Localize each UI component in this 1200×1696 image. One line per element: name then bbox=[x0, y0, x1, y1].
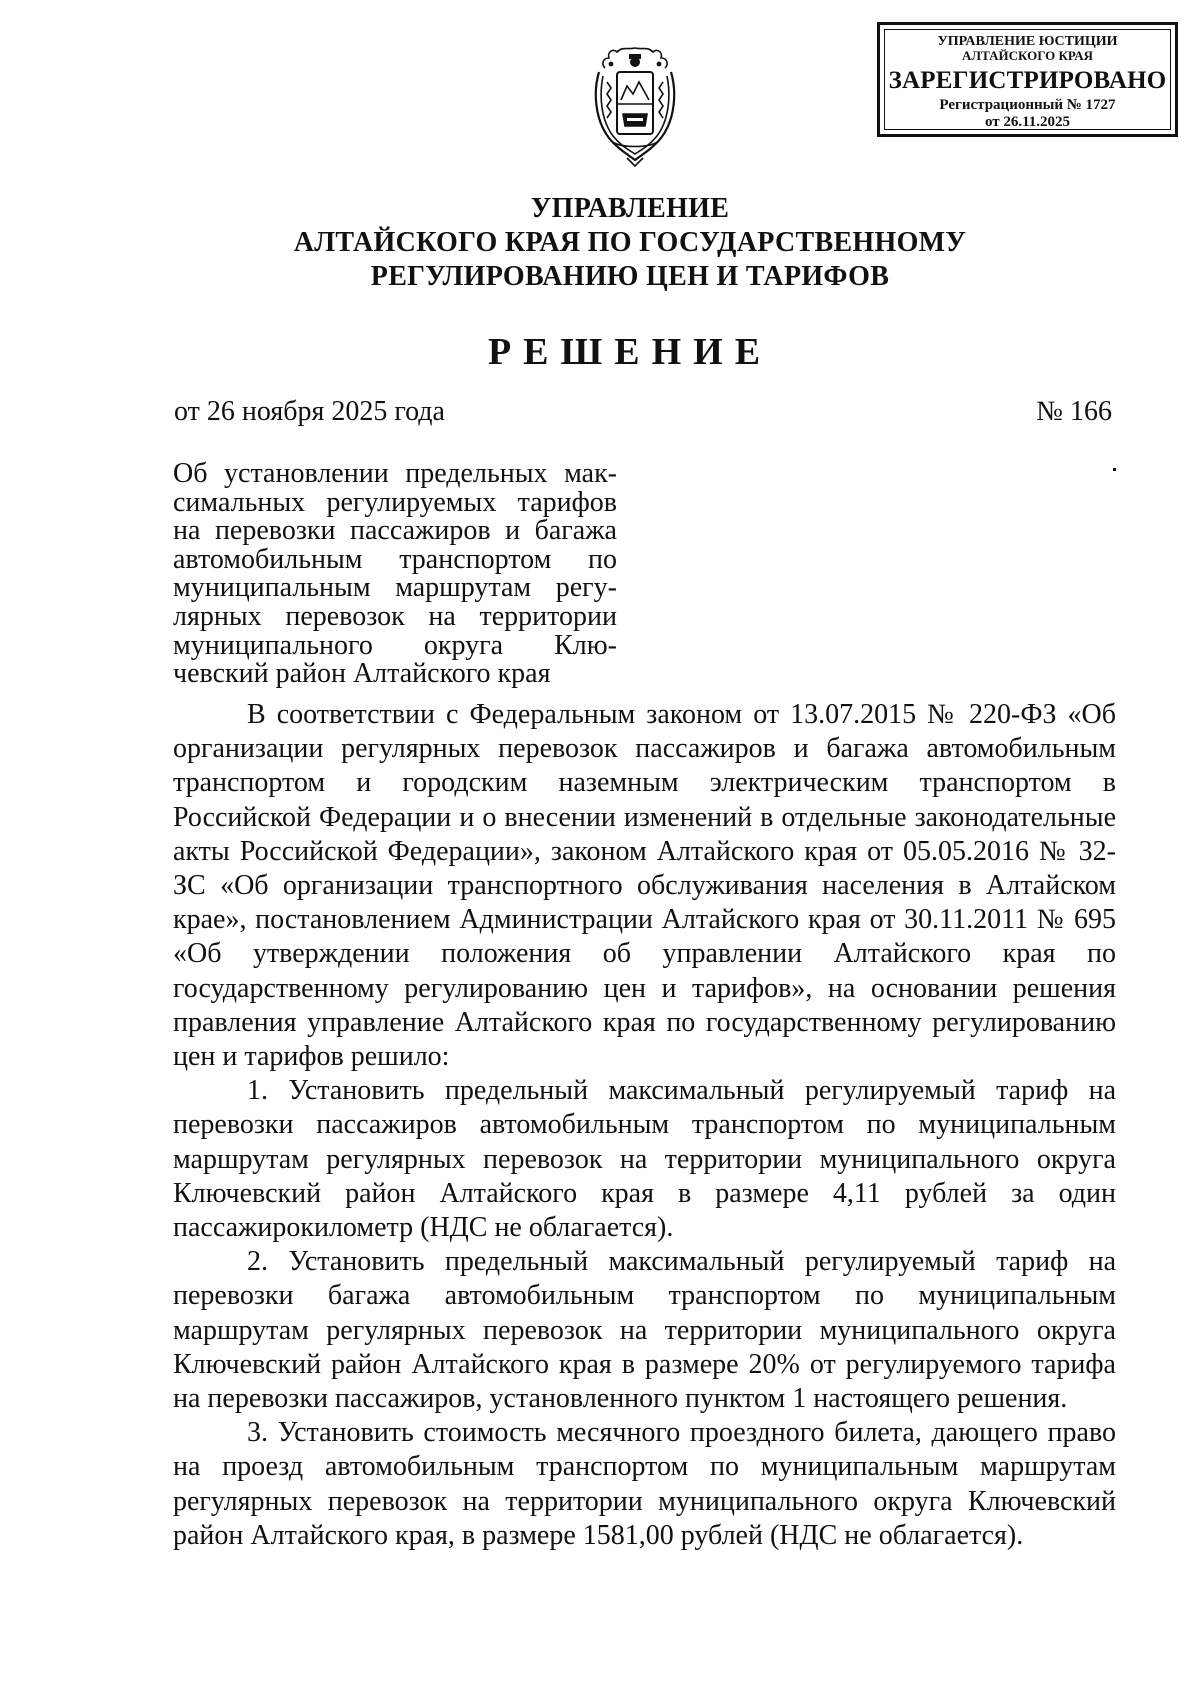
altai-krai-coat-of-arms-icon bbox=[587, 42, 683, 168]
stamp-authority-line2: АЛТАЙСКОГО КРАЯ bbox=[962, 48, 1093, 64]
subject-line: чевский район Алтайского края bbox=[173, 658, 551, 690]
decision-item-1: 1. Установить предельный максимальный регулируемый тариф на перевозки пассажиров автомобильным транспортом по муниципальным маршрутам регулярных перевозок на территории муниципального округа Ключевский район Алтайского края в размере 4,11 рублей за один пассажирокилометр (НДС не облагается). bbox=[173, 1075, 1116, 1244]
stamp-authority-line1: УПРАВЛЕНИЕ ЮСТИЦИИ bbox=[937, 34, 1118, 49]
decision-item-2: 2. Установить предельный максимальный регулируемый тариф на перевозки багажа автомобильным транспортом по муниципальным маршрутам регулярных перевозок на территории муниципального округа Ключевский район Алтайского края в размере 20% от регулируемого тарифа на перевозки пассажиров, установленного пунктом 1 настоящего решения. bbox=[173, 1246, 1116, 1415]
subject-line: Об установлении предельных мак- bbox=[173, 458, 617, 489]
stamp-reg-number: Регистрационный № 1727 bbox=[939, 97, 1116, 114]
stamp-status: ЗАРЕГИСТРИРОВАНО bbox=[888, 66, 1167, 94]
stamp-reg-date: от 26.11.2025 bbox=[984, 113, 1071, 130]
subject-line: на перевозки пассажиров и багажа bbox=[173, 515, 617, 547]
document-subject bbox=[173, 460, 617, 689]
registration-stamp bbox=[877, 22, 1178, 137]
issuing-authority bbox=[200, 192, 1060, 294]
subject-line: муниципального округа Клю- bbox=[173, 629, 617, 661]
preamble-paragraph: В соответствии с Федеральным законом от 13.07.2015 № 220-ФЗ «Об организации регулярных перевозок пассажиров и багажа автомобильным транспортом и городским наземным электрическим транспортом в Российской Федерации и о внесении изменений в отдельные законодательные акты Российской Федерации», законом Алтайского края от 05.05.2016 № 32-ЗС «Об организации транспортного обслуживания населения в Алтайском крае», постановлением Администрации Алтайского края от 30.11.2011 № 695 «Об утверждении положения об управлении Алтайского края по государственному регулированию цен и тарифов», на основании решения правления управление Алтайского края по государственному регулированию цен и тарифов решило: bbox=[173, 699, 1116, 1073]
subject-line: лярных перевозок на территории bbox=[173, 600, 617, 632]
decision-item-3: 3. Установить стоимость месячного проездного билета, дающего право на проезд автомобильным транспортом по муниципальным маршрутам регулярных перевозок на территории муниципального округа Ключевский район Алтайского края, в размере 1581,00 рублей (НДС не облагается). bbox=[173, 1417, 1116, 1551]
issuing-authority-line1: УПРАВЛЕНИЕ bbox=[530, 193, 730, 224]
document-number: № 166 bbox=[1036, 396, 1112, 427]
issuing-authority-line3: РЕГУЛИРОВАНИЮ ЦЕН И ТАРИФОВ bbox=[370, 261, 890, 292]
document-type-title: РЕШЕНИЕ bbox=[487, 331, 773, 373]
document-body bbox=[173, 698, 1116, 1553]
subject-line: автомобильным транспортом по bbox=[173, 543, 617, 575]
registration-stamp-inner bbox=[884, 29, 1171, 130]
subject-line: муниципальным маршрутам регу- bbox=[173, 572, 617, 604]
issuing-authority-line2: АЛТАЙСКОГО КРАЯ ПО ГОСУДАРСТВЕННОМУ bbox=[293, 227, 967, 258]
scan-dot bbox=[1113, 468, 1116, 471]
subject-line: симальных регулируемых тарифов bbox=[173, 486, 617, 518]
document-date: от 26 ноября 2025 года bbox=[174, 396, 445, 427]
